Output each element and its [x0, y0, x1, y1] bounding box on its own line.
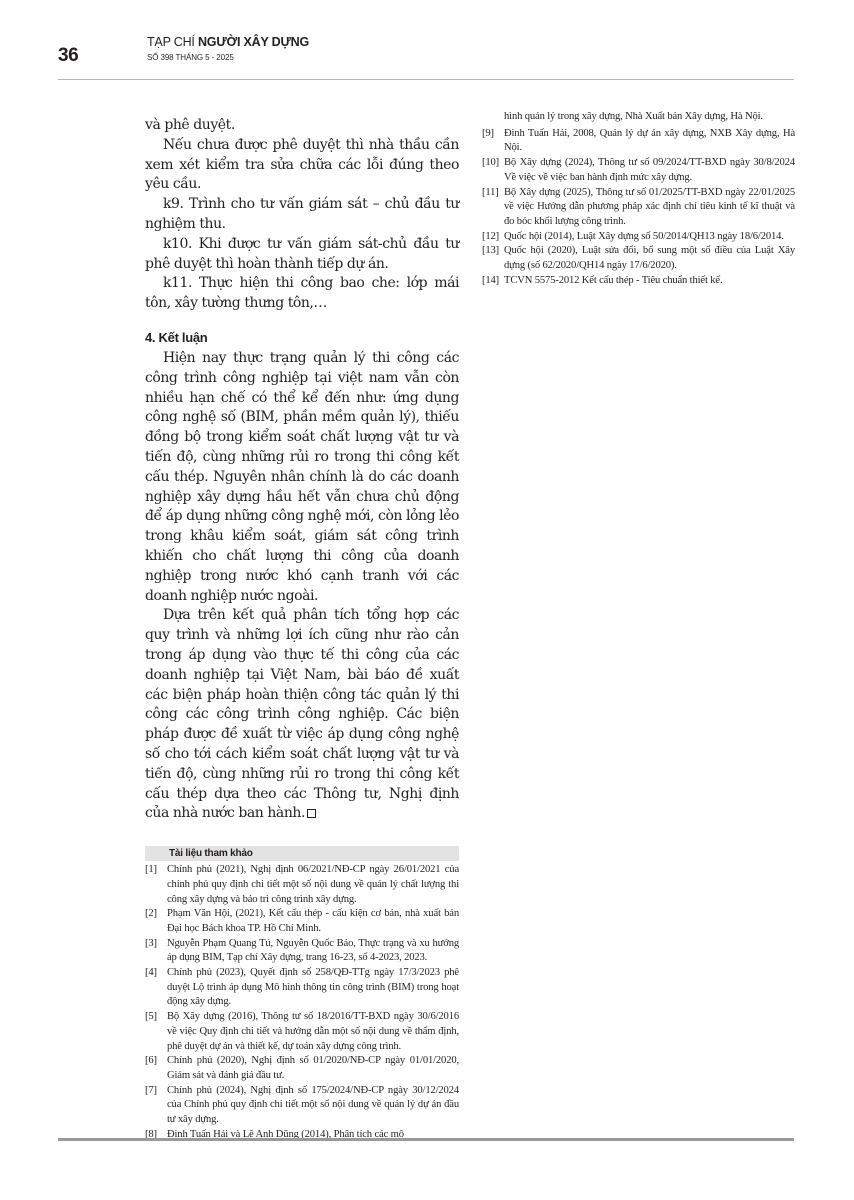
reference-item	[482, 244, 795, 273]
steps-text	[145, 116, 459, 314]
reference-number: [14]	[482, 274, 500, 286]
reference-item	[482, 230, 795, 245]
reference-text: Chính phủ (2020), Nghị định số 01/2020/NĐ-CP ngày 01/01/2020, Giám sát và đánh giá đầu tư.	[167, 1055, 459, 1081]
page-number: 36	[58, 45, 79, 66]
reference-text: Bộ Xây dựng (2025), Thông tư số 01/2025/TT-BXD ngày 22/01/2025 về việc Hướng dẫn phương pháp xác định chỉ tiêu kinh tế kĩ thuật và đo bóc khối lượng công trình.	[504, 186, 795, 227]
reference-text: Quốc hội (2020), Luật sửa đổi, bổ sung một số điều của Luật Xây dựng (số 62/2020/QH14 ngày 17/6/2020).	[504, 245, 795, 272]
journal-issue: SỐ 398 THÁNG 5 - 2025	[147, 53, 234, 62]
reference-item	[482, 186, 795, 230]
running-header	[147, 35, 309, 62]
reference-number: [13]	[482, 245, 500, 257]
footer-rule	[58, 1138, 794, 1141]
header-rule	[58, 79, 794, 80]
reference-number: [7]	[145, 1084, 157, 1096]
reference-text: TCVN 5575-2012 Kết cấu thép - Tiêu chuẩn thiết kế.	[504, 274, 723, 286]
reference-number: [3]	[145, 937, 157, 949]
journal-title-name: NGƯỜI XÂY DỰNG	[197, 35, 309, 49]
reference-number: [10]	[482, 157, 500, 169]
reference-item	[145, 863, 459, 907]
body-paragraph: và phê duyệt.	[145, 117, 235, 133]
reference-number: [6]	[145, 1055, 157, 1067]
body-paragraph: Nếu chưa được phê duyệt thì nhà thầu cần xem xét kiểm tra sửa chữa các lỗi đúng theo yêu cầu.	[145, 136, 459, 193]
reference-continuation: hình quản lý trong xây dựng, Nhà Xuất bản Xây dựng, Hà Nội.	[504, 111, 763, 122]
reference-number: [1]	[145, 864, 157, 876]
body-paragraph: k10. Khi được tư vấn giám sát-chủ đầu tư phê duyệt thì hoàn thành tiếp dự án.	[145, 235, 459, 272]
reference-number: [5]	[145, 1011, 157, 1023]
reference-number: [11]	[482, 186, 499, 198]
conclusion-paragraph-2-text: Dựa trên kết quả phân tích tổng hợp các quy trình và những lợi ích cũng như rào cản trong áp dụng vào thực tế thi công của các doanh nghiệp tại Việt Nam, bài báo đề xuất các biện pháp hoàn thiện công tác quản lý thi công các công trình công nghiệp. Các biện pháp được đề xuất từ việc áp dụng công nghệ số cho tới cách kiểm soát chất lượng vật tư và tiến độ, cùng những rủi ro trong thi công kết cấu thép dựa theo các Thông tư, Nghị định của nhà nước ban hành.	[145, 607, 459, 822]
reference-item	[145, 937, 459, 966]
reference-number: [12]	[482, 230, 500, 242]
left-column	[145, 116, 459, 1142]
reference-text: Nguyễn Phạm Quang Tú, Nguyễn Quốc Bảo, Thực trạng và xu hướng áp dụng BIM, Tạp chí Xây dựng, trang 16-23, số 4-2023, 2023.	[167, 937, 459, 964]
reference-text: Đinh Tuấn Hải, 2008, Quản lý dự án xây dựng, NXB Xây dựng, Hà Nội.	[504, 127, 795, 154]
body-paragraph: k9. Trình cho tư vấn giám sát – chủ đầu tư nghiệm thu.	[145, 196, 459, 232]
references-heading: Tài liệu tham khảo	[145, 846, 459, 861]
reference-text: Quốc hội (2014), Luật Xây dựng số 50/2014/QH13 ngày 18/6/2014.	[504, 230, 784, 242]
references-list-left	[145, 863, 459, 1142]
reference-item	[145, 907, 459, 936]
references-list-right	[482, 110, 795, 125]
reference-item	[145, 966, 459, 1010]
reference-item	[482, 127, 795, 156]
reference-text: Đinh Tuấn Hải và Lê Anh Dũng (2014), Phân tích các mô	[167, 1128, 404, 1140]
end-of-article-mark	[307, 809, 316, 818]
reference-text: Bộ Xây dựng (2016), Thông tư số 18/2016/TT-BXD ngày 30/6/2016 về việc Quy định chi tiết và hướng dẫn một số nội dung về thẩm định, phê duyệt dự án và thiết kế, dự toán xây dựng công trình.	[167, 1011, 459, 1052]
reference-text: Bộ Xây dựng (2024), Thông tư số 09/2024/TT-BXD ngày 30/8/2024 Về việc về việc ban hành định mức xây dựng.	[504, 157, 795, 183]
conclusion-paragraph-2	[145, 606, 459, 824]
reference-item	[145, 1010, 459, 1054]
right-column	[482, 108, 795, 288]
reference-number: [4]	[145, 967, 157, 979]
reference-item	[482, 274, 795, 289]
body-paragraph: k11. Thực hiện thi công bao che: lớp mái tôn, xây tường thưng tôn,…	[145, 275, 459, 312]
reference-item	[145, 1054, 459, 1083]
reference-text: Chính phủ (2021), Nghị định 06/2021/NĐ-CP ngày 26/01/2021 của chính phủ quy định chi tiết một số nội dung về quản lý chất lượng thi công xây dựng và bảo trì công trình xây dựng.	[167, 864, 459, 905]
reference-number: [2]	[145, 908, 157, 920]
reference-item	[145, 1084, 459, 1128]
reference-text: Phạm Văn Hội, (2021), Kết cấu thép - cấu kiện cơ bản, nhà xuất bản Đại học Bách khoa TP. Hồ Chí Minh.	[167, 908, 459, 934]
journal-title-prefix: TẠP CHÍ	[147, 35, 198, 49]
reference-number: [9]	[482, 127, 494, 139]
reference-number: [8]	[145, 1128, 157, 1140]
reference-item	[482, 156, 795, 185]
reference-text: Chính phủ (2023), Quyết định số 258/QĐ-TTg ngày 17/3/2023 phê duyệt Lộ trình áp dụng Mô hình thông tin công trình (BIM) trong hoạt động xây dựng.	[167, 967, 459, 1008]
journal-title	[147, 35, 309, 49]
section-heading: 4. Kết luận	[145, 329, 208, 345]
references-list-right-items	[482, 127, 795, 289]
conclusion-paragraph-1: Hiện nay thực trạng quản lý thi công các công trình công nghiệp tại việt nam vẫn còn nhiều hạn chế có thể kể đến như: ứng dụng công nghệ số (BIM, phần mềm quản lý), thiếu đồng bộ trong kiểm soát chất lượng vật tư và tiến độ, cùng những rủi ro trong thi công kết cấu thép. Nguyên nhân chính là do các doanh nghiệp xây dựng hầu hết vẫn chưa chủ động để áp dụng những công nghệ mới, còn lỏng lẻo trong khâu kiểm soát, giám sát công trình khiến cho chất lượng thi công của doanh nghiệp trong nước khó cạnh tranh với các doanh nghiệp nước ngoài.	[145, 349, 459, 604]
reference-text: Chính phủ (2024), Nghị định số 175/2024/NĐ-CP ngày 30/12/2024 của Chính phủ quy định chi tiết một số nội dung về quản lý dự án đầu tư xây dựng.	[167, 1084, 459, 1126]
